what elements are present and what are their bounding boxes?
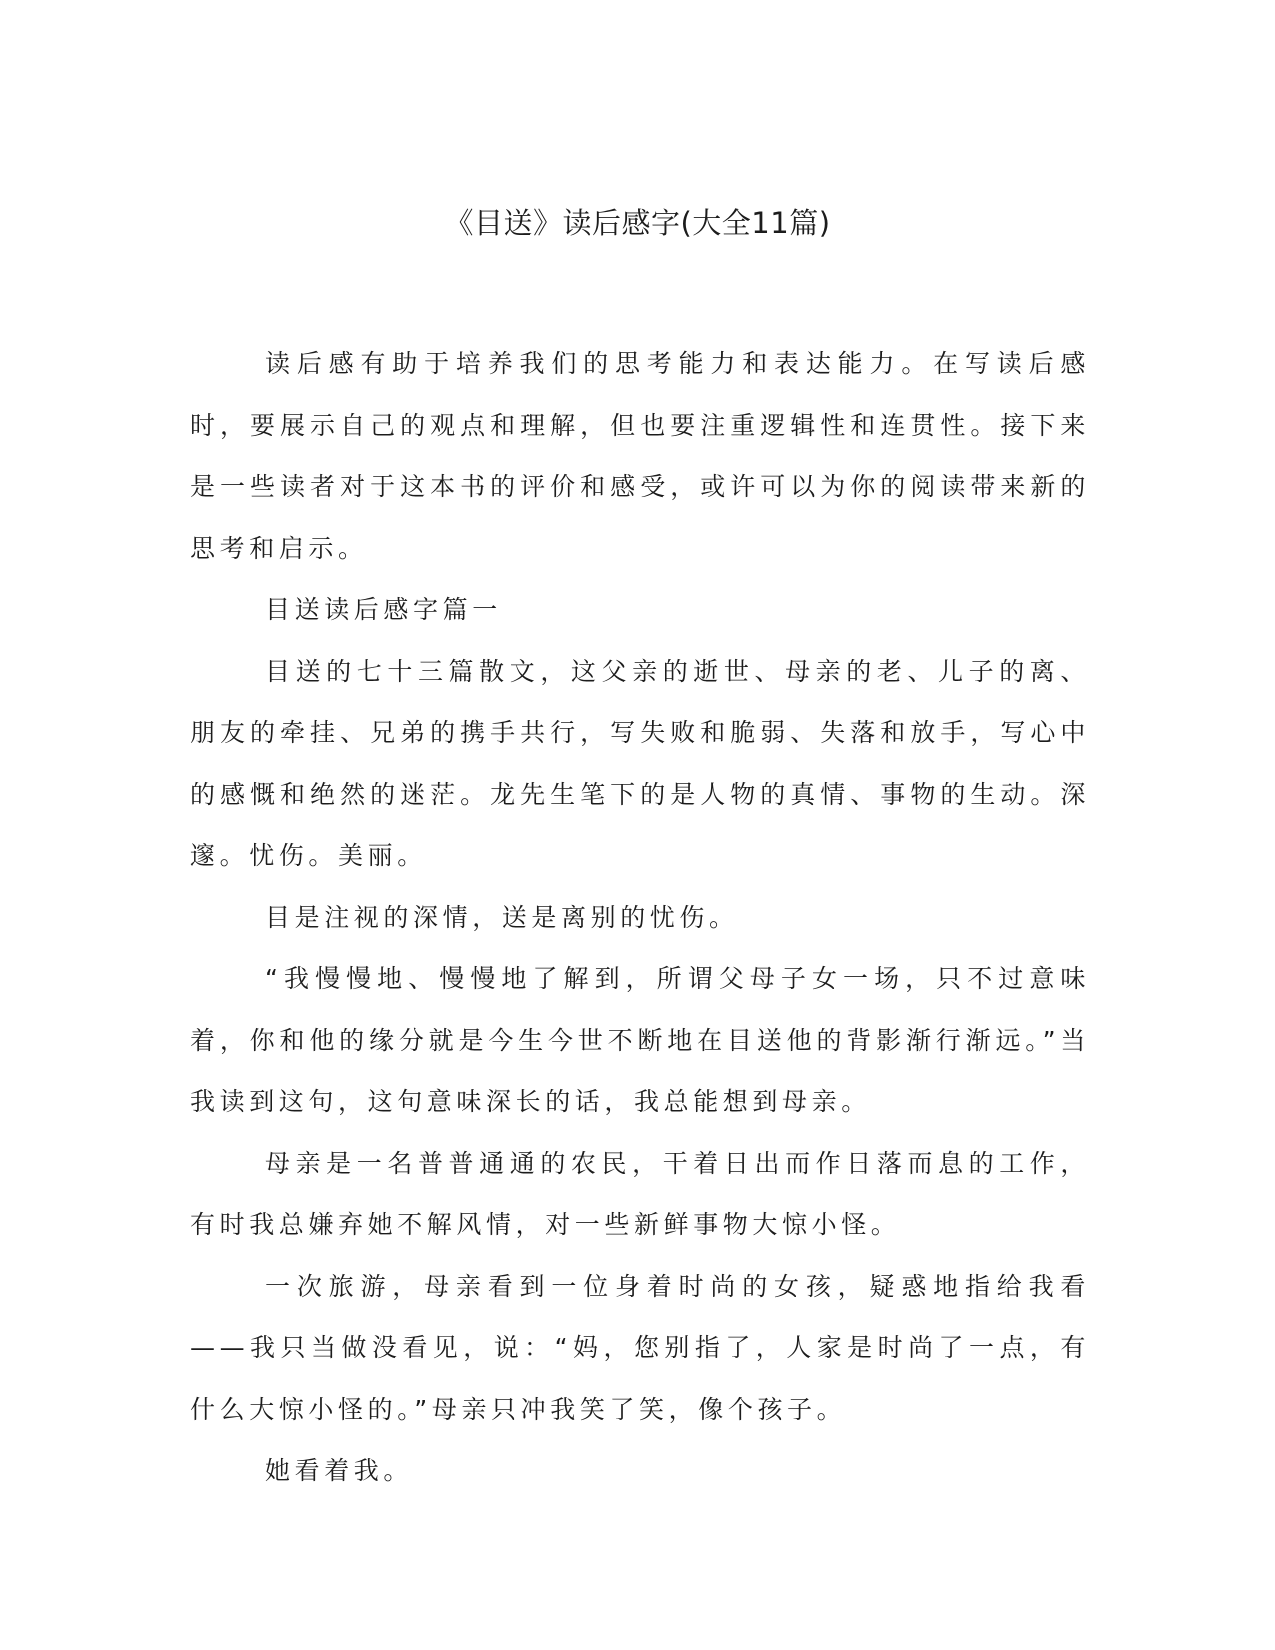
body-paragraph: “我慢慢地、慢慢地了解到，所谓父母子女一场，只不过意味着，你和他的缘分就是今生今世不断地在目送他的背影渐行渐远。”当我读到这句，这句意味深长的话，我总能想到母亲。 <box>190 964 1090 1116</box>
body-paragraph: 目送的七十三篇散文，这父亲的逝世、母亲的老、儿子的离、朋友的牵挂、兄弟的携手共行，写失败和脆弱、失落和放手，写心中的感慨和绝然的迷茫。龙先生笔下的是人物的真情、事物的生动。深邃。忧伤。美丽。 <box>190 656 1090 870</box>
section-heading: 目送读后感字篇一 <box>265 595 502 624</box>
body-paragraph: 母亲是一名普普通通的农民，干着日出而作日落而息的工作，有时我总嫌弃她不解风情，对一些新鲜事物大惊小怪。 <box>190 1148 1090 1239</box>
intro-paragraph: 读后感有助于培养我们的思考能力和表达能力。在写读后感时，要展示自己的观点和理解，但也要注重逻辑性和连贯性。接下来是一些读者对于这本书的评价和感受，或许可以为你的阅读带来新的思考和启示。 <box>190 349 1090 563</box>
document-body <box>190 333 1090 1502</box>
body-paragraph: 目是注视的深情，送是离别的忧伤。 <box>265 902 739 932</box>
body-paragraph: 一次旅游，母亲看到一位身着时尚的女孩，疑惑地指给我看——我只当做没看见，说：“妈，您别指了，人家是时尚了一点，有什么大惊小怪的。”母亲只冲我笑了笑，像个孩子。 <box>190 1271 1090 1424</box>
document-title: 《目送》读后感字(大全11篇) <box>444 206 831 240</box>
body-paragraph: 她看着我。 <box>265 1456 414 1485</box>
